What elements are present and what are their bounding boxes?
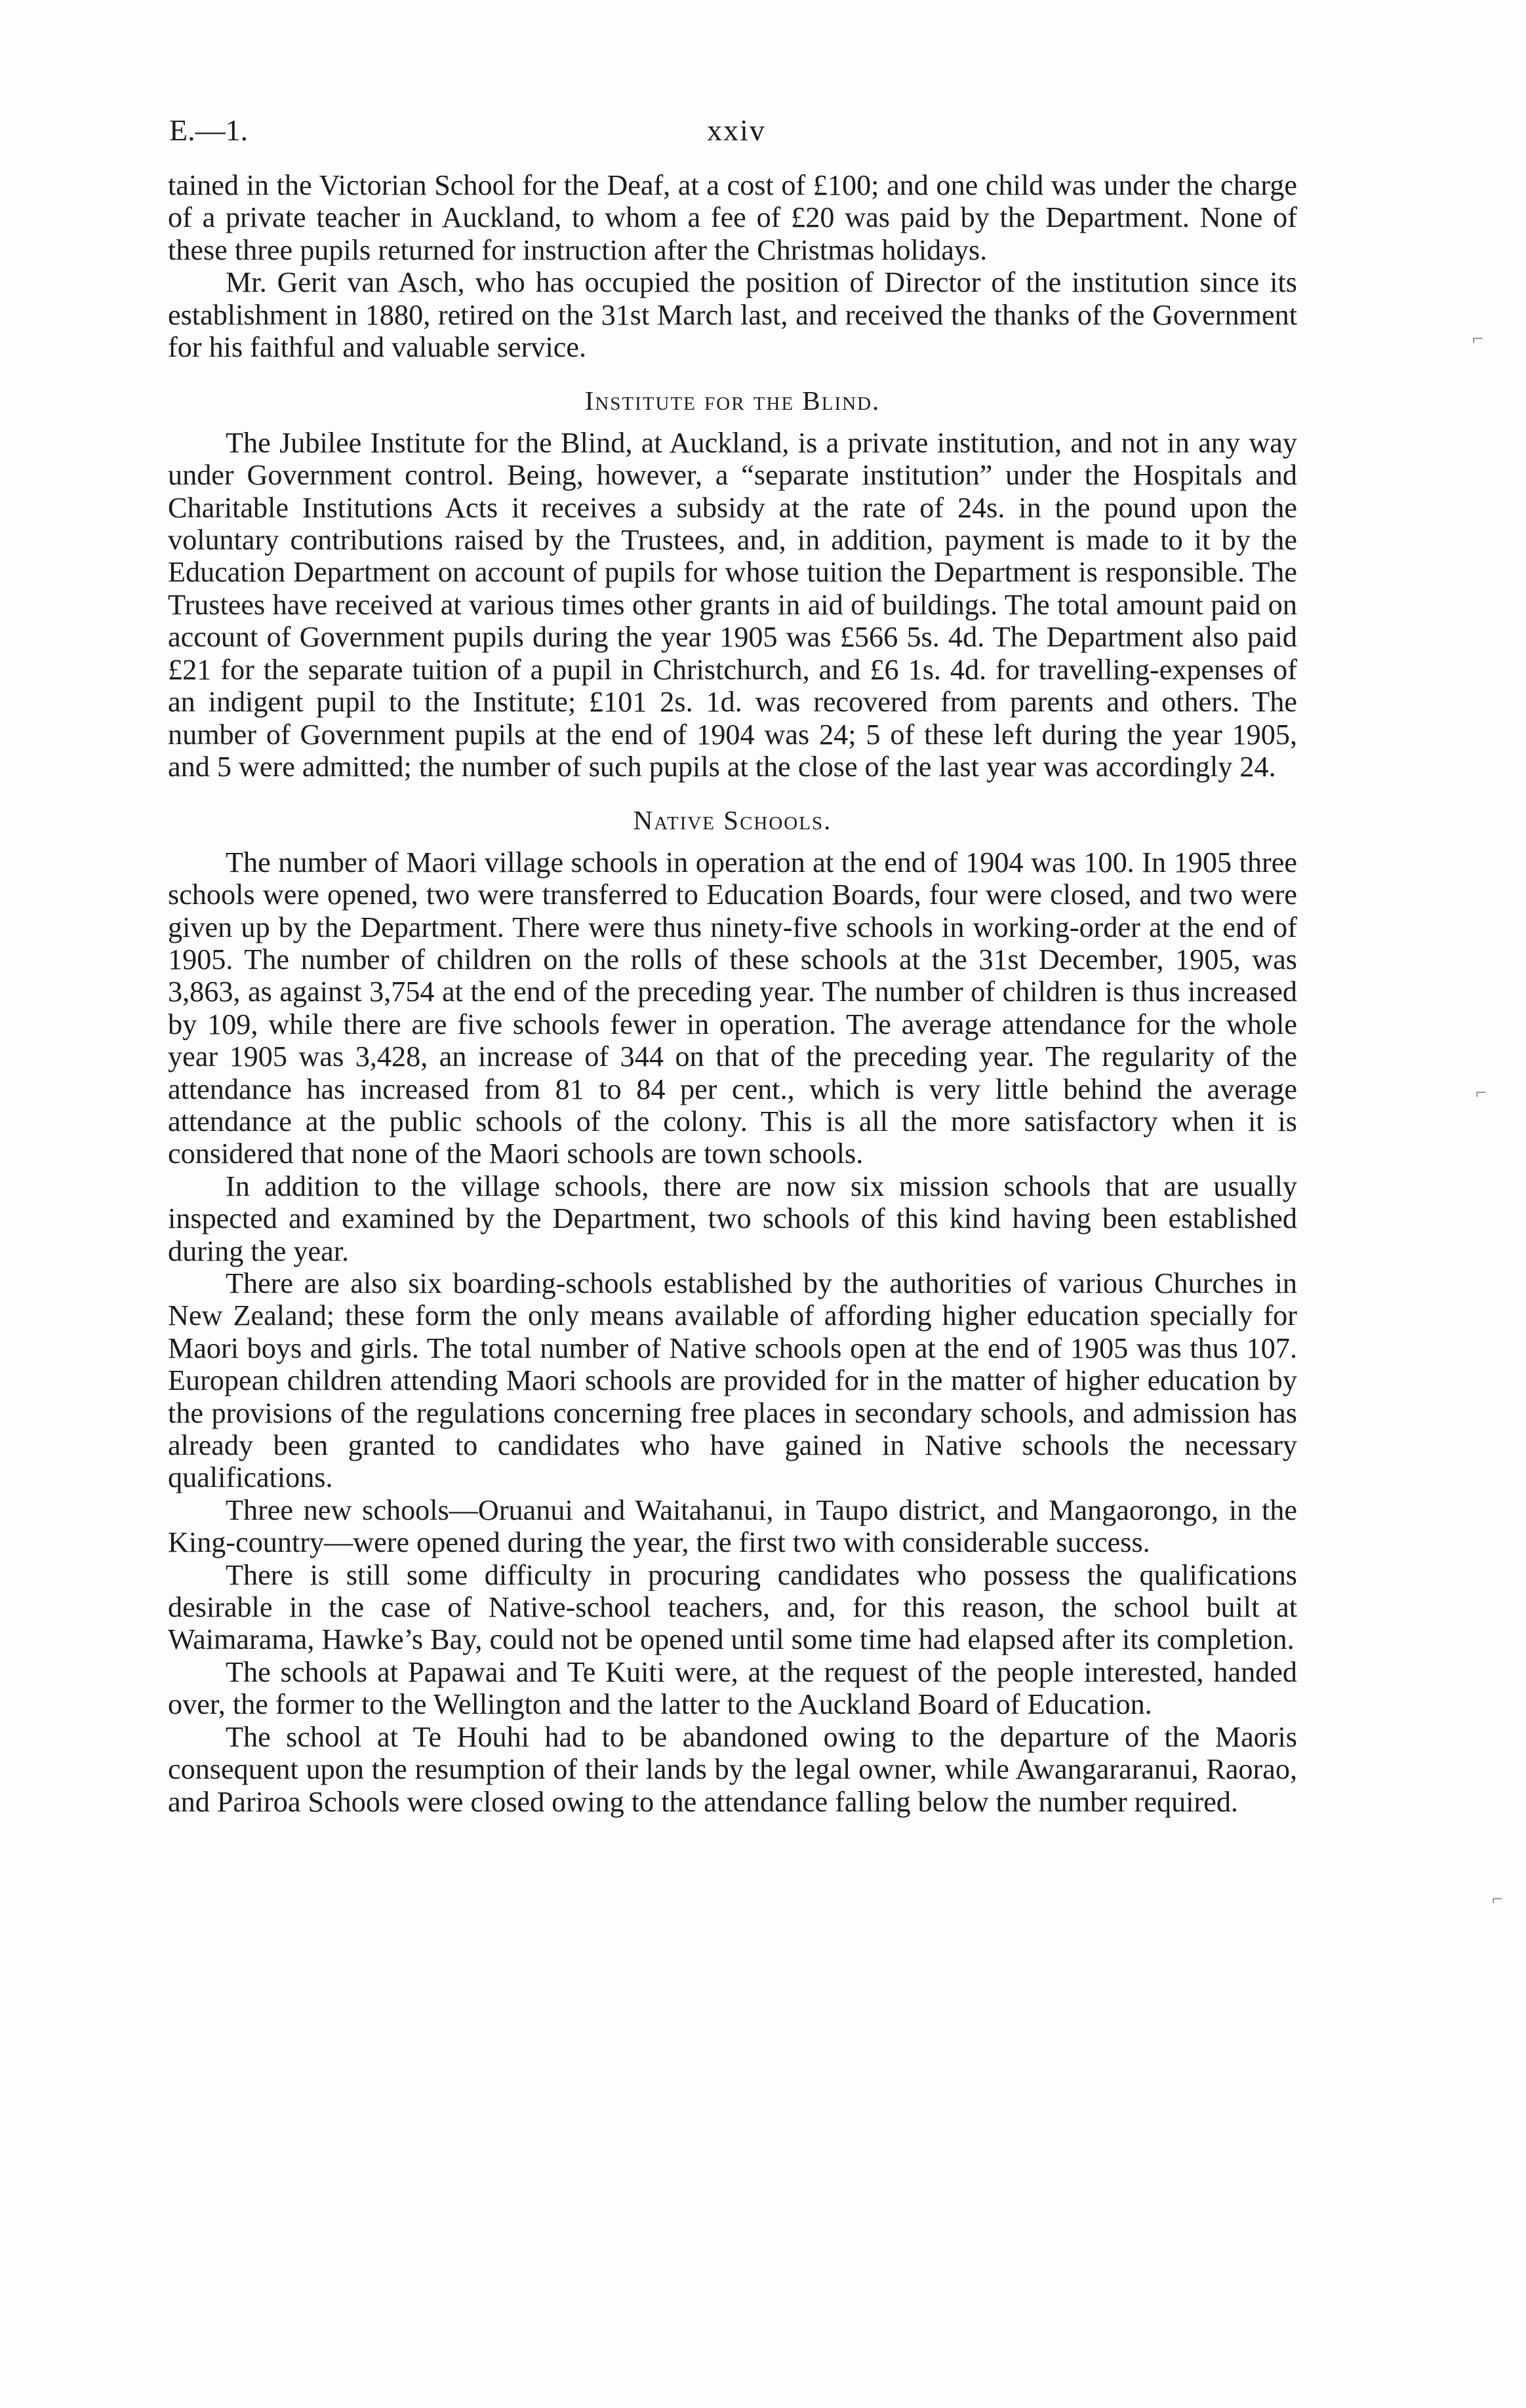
paragraph: The Jubilee Institute for the Blind, at Auckland, is a private institution, and not in any way under Government control. Being, however, a “separate institution” under the Hospitals and Charitable Institutions Acts it receives a subsidy at the rate of 24s. in the pound upon the voluntary contributions raised by the Trustees, and, in addition, payment is made to it by the Education Department on account of pupils for whose tuition the Department is responsible. The Trustees have received at various times other grants in aid of buildings. The total amount paid on account of Government pupils during the year 1905 was £566 5s. 4d. The Department also paid £21 for the separate tuition of a pupil in Christchurch, and £6 1s. 4d. for travelling-expenses of an indigent pupil to the Institute; £101 2s. 1d. was recovered from parents and others. The number of Government pupils at the end of 1904 was 24; 5 of these left during the year 1905, and 5 were admitted; the number of such pupils at the close of the last year was accordingly 24. (168, 426, 1297, 783)
paragraph: tained in the Victorian School for the Deaf, at a cost of £100; and one child was under the charge of a private teacher in Auckland, to whom a fee of £20 was paid by the Department. None of these three pupils returned for instruction after the Christmas holidays. (168, 169, 1297, 266)
section-heading: Institute for the Blind. (584, 385, 881, 416)
paragraph: The school at Te Houhi had to be abandoned owing to the departure of the Maoris consequent upon the resumption of their lands by the legal owner, while Awangararanui, Raorao, and Pariroa Schools were closed owing to the attendance falling below the number required. (168, 1720, 1297, 1818)
paragraph: Mr. Gerit van Asch, who has occupied the position of Director of the institution since its establishment in 1880, retired on the 31st March last, and received the thanks of the Government for his faithful and valuable service. (168, 266, 1297, 364)
scan-mark: ⌐ (1476, 1082, 1487, 1103)
paragraph: In addition to the village schools, there are now six mission schools that are usually inspected and examined by the Department, two schools of this kind having been established during the year. (168, 1170, 1297, 1267)
section-heading: Native Schools. (633, 805, 832, 836)
document-reference: E.—1. (169, 113, 249, 147)
paragraph: The schools at Papawai and Te Kuiti were, at the request of the people interested, handed over, the former to the Wellington and the latter to the Auckland Board of Education. (168, 1655, 1297, 1721)
scan-mark: ⌐ (1492, 1888, 1503, 1910)
paragraph: There are also six boarding-schools established by the authorities of various Churches in New Zealand; these form the only means available of affording higher education specially for Maori boys and girls. The total number of Native schools open at the end of 1905 was thus 107. European children attending Maori schools are provided for in the matter of higher education by the provisions of the regulations concerning free places in secondary schools, and admission has already been granted to candidates who have gained in Native schools the necessary qualifications. (168, 1267, 1297, 1494)
page-number: xxiv (707, 113, 766, 147)
paragraph: Three new schools—Oruanui and Waitahanui, in Taupo district, and Mangaorongo, in the King-country—were opened during the year, the first two with considerable success. (168, 1493, 1297, 1559)
paragraph: The number of Maori village schools in operation at the end of 1904 was 100. In 1905 three schools were opened, two were transferred to Education Boards, four were closed, and two were given up by the Department. There were thus ninety-five schools in working-order at the end of 1905. The number of children on the rolls of these schools at the 31st December, 1905, was 3,863, as against 3,754 at the end of the preceding year. The number of children is thus increased by 109, while there are five schools fewer in operation. The average attendance for the whole year 1905 was 3,428, an increase of 344 on that of the preceding year. The regularity of the attendance has increased from 81 to 84 per cent., which is very little behind the average attendance at the public schools of the colony. This is all the more satisfactory when it is considered that none of the Maori schools are town schools. (168, 846, 1297, 1170)
paragraph: There is still some difficulty in procuring candidates who possess the qualifications desirable in the case of Native-school teachers, and, for this reason, the school built at Waimarama, Hawke’s Bay, could not be opened until some time had elapsed after its completion. (168, 1558, 1297, 1656)
scan-mark: ⌐ (1472, 328, 1483, 349)
page-header (169, 113, 1304, 159)
document-body (168, 169, 1297, 1818)
